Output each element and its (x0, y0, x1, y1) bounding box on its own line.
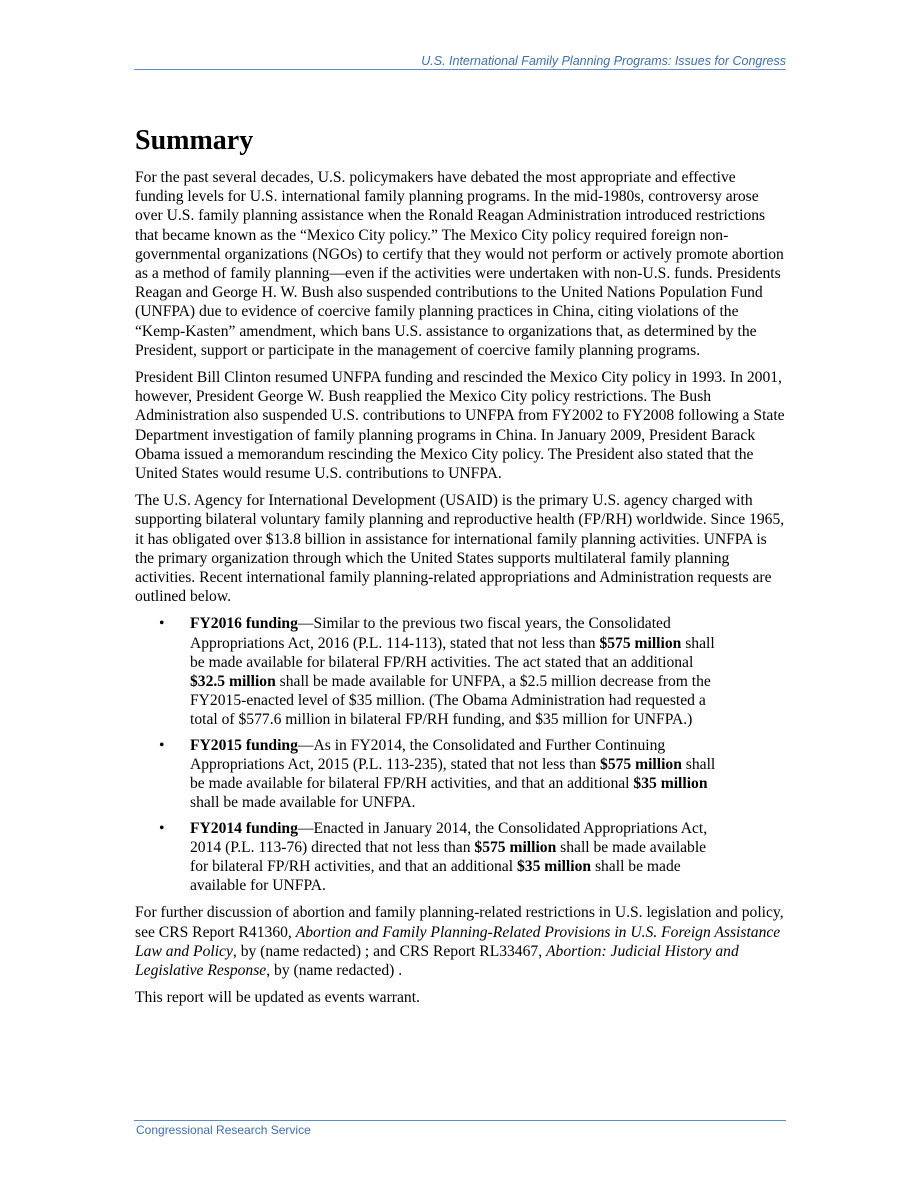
item-text: —Enacted in January 2014, the Consolidated Appropriations Act, 2014 (P.L. 113-76) directed that not less than (190, 819, 708, 856)
footer-rule (134, 1120, 786, 1121)
further-text: , by (name redacted) . (266, 961, 403, 979)
report-body (135, 124, 785, 1015)
further-discussion-paragraph (135, 903, 785, 980)
page-title: Summary (135, 125, 254, 156)
item-text: shall be made available for bilateral FP/RH activities. The act stated that an additional (190, 634, 715, 671)
item-text: —Similar to the previous two fiscal years, the Consolidated Appropriations Act, 2016 (P.L. 114-113), stated that not less than (190, 615, 671, 652)
item-text: —As in FY2014, the Consolidated and Further Continuing Appropriations Act, 2015 (P.L. 113-235), stated that not less than (190, 736, 666, 773)
funding-item-fy2014 (135, 819, 720, 896)
funding-item-fy2016 (135, 614, 720, 729)
item-amount: $35 million (516, 857, 592, 875)
report-title-r41360: Abortion and Family Planning-Related Provisions in U.S. Foreign Assistance Law and Policy (135, 923, 781, 960)
item-title: FY2015 funding (190, 736, 298, 754)
item-title: FY2016 funding (190, 615, 298, 633)
summary-paragraph-3: The U.S. Agency for International Development (USAID) is the primary U.S. agency charged with supporting bilateral voluntary family planning and reproductive health (FP/RH) worldwide. Since 1965, it has obligated over $13.8 billion in assistance for international family planning activities. UNFPA is the primary organization through which the United States supports multilateral family planning activities. Recent international family planning-related appropriations and Administration requests are outlined below. (135, 492, 785, 606)
item-text: shall be made available for bilateral FP/RH activities, and that an additional (190, 755, 716, 793)
item-amount: $575 million (600, 755, 682, 773)
item-text: shall be made available for bilateral FP/RH activities, and that an additional (190, 838, 707, 875)
bullet-icon: • (159, 615, 165, 633)
closing-paragraph: This report will be updated as events warrant. (135, 989, 420, 1007)
item-text: shall be made available for UNFPA, a $2.5 million decrease from the FY2015-enacted level of $35 million. (The Obama Administration had requested a total of $577.6 million in bilateral FP/RH funding, and $35 million for UNFPA.) (190, 673, 711, 729)
item-title: FY2014 funding (190, 819, 298, 837)
item-text: shall be made available for UNFPA. (190, 794, 416, 812)
report-title-rl33467: Abortion: Judicial History and Legislative Response (135, 942, 739, 979)
funding-list (135, 614, 785, 895)
running-header: U.S. International Family Planning Programs: Issues for Congress (421, 54, 786, 68)
item-amount: $575 million (599, 634, 682, 652)
item-text: shall be made available for UNFPA. (190, 857, 681, 895)
item-amount: $32.5 million (190, 673, 276, 691)
summary-paragraph-2: President Bill Clinton resumed UNFPA funding and rescinded the Mexico City policy in 1993. In 2001, however, President George W. Bush reapplied the Mexico City policy restrictions. The Bush Administration also suspended U.S. contributions to UNFPA from FY2002 to FY2008 following a State Department investigation of family planning programs in China. In January 2009, President Barack Obama issued a memorandum rescinding the Mexico City policy. The President also stated that the United States would resume U.S. contributions to UNFPA. (135, 369, 785, 483)
funding-item-fy2015 (135, 736, 720, 813)
item-amount: $35 million (633, 775, 708, 793)
further-text: , by (name redacted) ; and CRS Report RL33467, (232, 942, 546, 960)
further-text: For further discussion of abortion and family planning-related restrictions in U.S. legislation and policy, see CRS Report R41360, (135, 904, 784, 941)
bullet-icon: • (159, 736, 165, 754)
page-footer: Congressional Research Service (136, 1123, 311, 1137)
header-rule (134, 69, 786, 70)
summary-paragraph-1: For the past several decades, U.S. policymakers have debated the most appropriate and effective funding levels for U.S. international family planning programs. In the mid-1980s, controversy arose over U.S. family planning assistance when the Ronald Reagan Administration introduced restrictions that became known as the “Mexico City policy.” The Mexico City policy required foreign non-governmental organizations (NGOs) to certify that they would not perform or actively promote abortion as a method of family planning—even if the activities were undertaken with non-U.S. funds. Presidents Reagan and George H. W. Bush also suspended contributions to the United Nations Population Fund (UNFPA) due to evidence of coercive family planning practices in China, citing violations of the “Kemp-Kasten” amendment, which bans U.S. assistance to organizations that, as determined by the President, support or participate in the management of coercive family planning programs. (135, 169, 784, 359)
item-amount: $575 million (474, 838, 557, 856)
bullet-icon: • (159, 819, 165, 837)
